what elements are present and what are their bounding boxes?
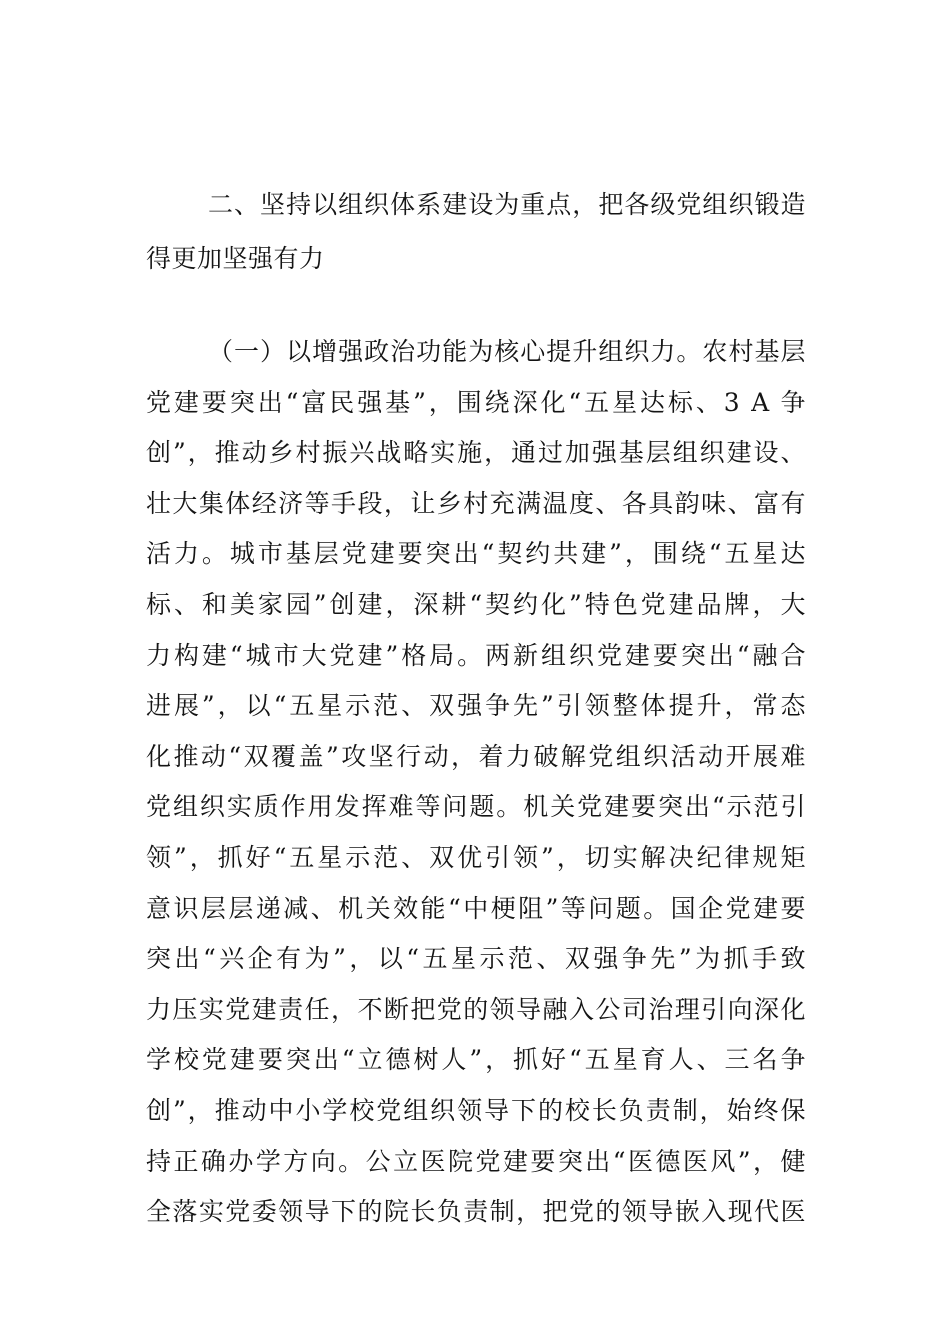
paragraph-line: 创”，推动中小学校党组织领导下的校长负责制，始终保 bbox=[146, 1095, 806, 1125]
body-paragraph bbox=[146, 327, 806, 1238]
paragraph-line: 活力。城市基层党建要突出“契约共建”，围绕“五星达 bbox=[146, 539, 806, 569]
paragraph-line: （一）以增强政治功能为核心提升组织力。农村基层 bbox=[208, 337, 806, 366]
paragraph-line: 力压实党建责任，不断把党的领导融入公司治理引向深化 bbox=[146, 994, 806, 1024]
heading-line: 得更加坚强有力 bbox=[146, 244, 325, 273]
heading-line: 二、坚持以组织体系建设为重点，把各级党组织锻造 bbox=[208, 190, 806, 219]
paragraph-line: 党组织实质作用发挥难等问题。机关党建要突出“示范引 bbox=[146, 792, 806, 822]
paragraph-line: 全落实党委领导下的院长负责制，把党的领导嵌入现代医 bbox=[146, 1197, 806, 1227]
paragraph-line: 持正确办学方向。公立医院党建要突出“医德医风”，健 bbox=[146, 1146, 806, 1176]
paragraph-line: 壮大集体经济等手段，让乡村充满温度、各具韵味、富有 bbox=[146, 488, 806, 518]
paragraph-line: 标、和美家园”创建，深耕“契约化”特色党建品牌，大 bbox=[146, 589, 806, 619]
paragraph-line: 化推动“双覆盖”攻坚行动，着力破解党组织活动开展难 bbox=[146, 741, 806, 771]
paragraph-line: 学校党建要突出“立德树人”，抓好“五星育人、三名争 bbox=[146, 1045, 806, 1075]
paragraph-line: 突出“兴企有为”，以“五星示范、双强争先”为抓手致 bbox=[146, 944, 806, 974]
paragraph-line: 进展”，以“五星示范、双强争先”引领整体提升，常态 bbox=[146, 691, 806, 721]
paragraph-line: 党建要突出“富民强基”，围绕深化“五星达标、3 A 争 bbox=[146, 387, 806, 417]
paragraph-line: 意识层层递减、机关效能“中梗阻”等问题。国企党建要 bbox=[146, 893, 806, 923]
section-heading bbox=[146, 178, 806, 286]
paragraph-line: 创”，推动乡村振兴战略实施，通过加强基层组织建设、 bbox=[146, 438, 806, 468]
paragraph-line: 领”，抓好“五星示范、双优引领”，切实解决纪律规矩 bbox=[146, 842, 806, 872]
paragraph-line: 力构建“城市大党建”格局。两新组织党建要突出“融合 bbox=[146, 640, 806, 670]
